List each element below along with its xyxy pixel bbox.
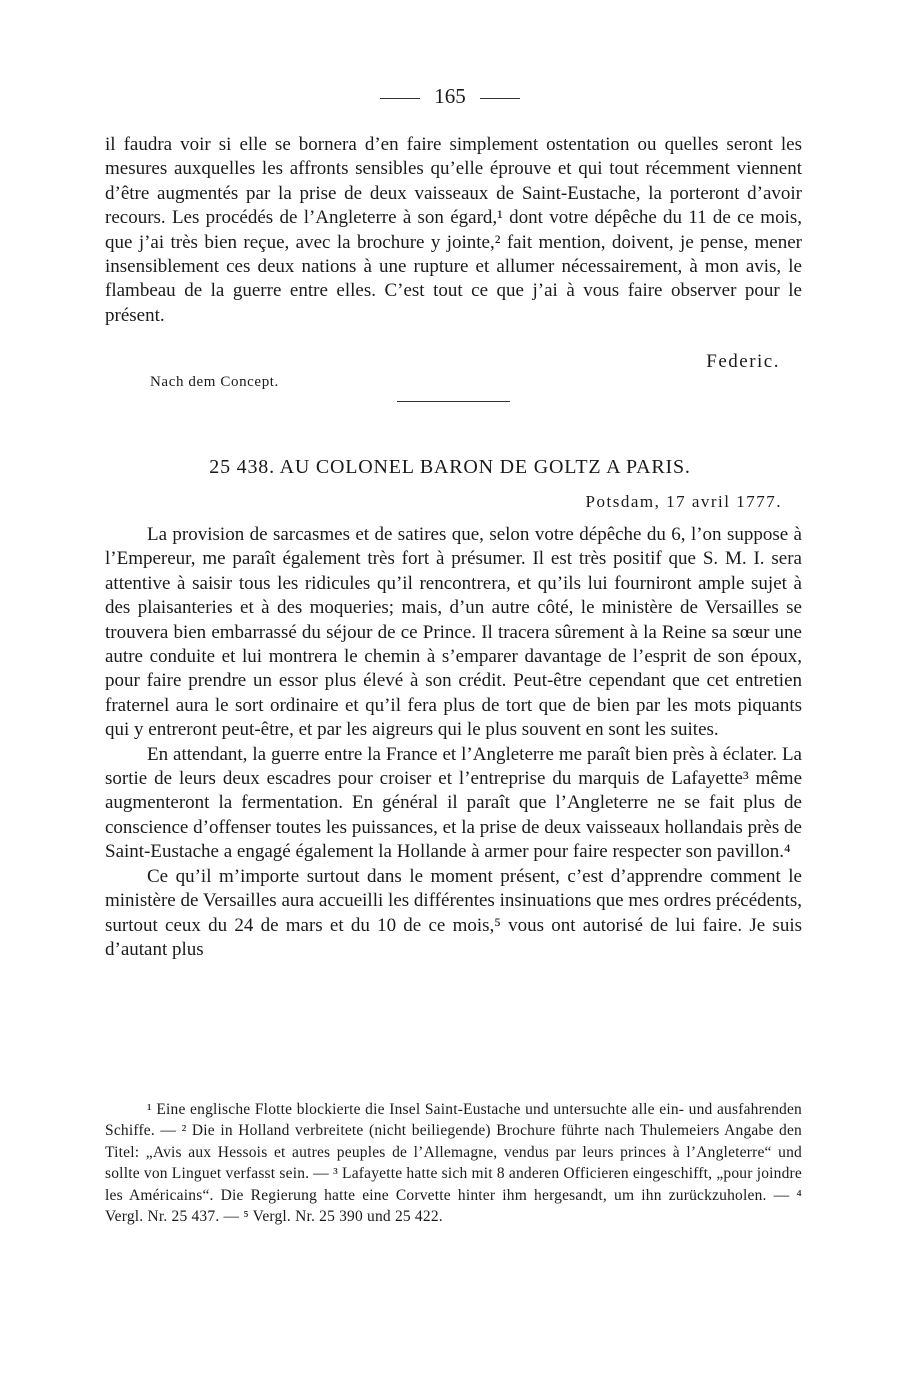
page-header <box>0 84 900 109</box>
continuation-text: il faudra voir si elle se bornera d’en faire simplement ostentation ou quelles seront les mesures auxquelles les affronts sensibles qu’elle éprouve et qui tout récemment viennent d’être augmentés par la prise de deux vaisseaux de Saint-Eustache, la porteront d’avoir recours. Les procédés de l’Angleterre à son égard,¹ dont votre dépêche du 11 de ce mois, que j’ai très bien reçue, avec la brochure y jointe,² fait mention, doivent, je pense, mener insensiblement ces deux nations à une rupture et allumer nécessairement, à mon avis, le flambeau de la guerre entre elles. C’est tout ce que j’ai à vous faire observer pour le présent. <box>105 134 802 326</box>
place-date: Potsdam, 17 avril 1777. <box>585 492 782 511</box>
header-dash-right <box>480 98 520 99</box>
letter-heading: 25 438. AU COLONEL BARON DE GOLTZ A PARIS. <box>209 456 691 478</box>
footnotes <box>105 1099 802 1227</box>
continuation-paragraph <box>105 133 802 328</box>
source-note: Nach dem Concept. <box>150 374 279 390</box>
section-divider <box>397 401 510 402</box>
letter-paragraph-3: Ce qu’il m’importe surtout dans le moment présent, c’est d’apprendre comment le ministère de Versailles aura accueilli les différentes insinuations que mes ordres précédents, surtout ceux du 24 de mars et du 10 de ce mois,⁵ vous ont autorisé de lui faire. Je suis d’autant plus <box>105 865 802 960</box>
letter-body <box>105 523 802 962</box>
page-number: 165 <box>434 84 466 108</box>
header-dash-left <box>380 98 420 99</box>
signature: Federic. <box>706 351 780 372</box>
letter-paragraph-2: En attendant, la guerre entre la France et l’Angleterre me paraît bien près à éclater. La sortie de leurs deux escadres pour croiser et l’entreprise du marquis de Lafayette³ même augmenteront la fermentation. En général il paraît que l’Angleterre ne se fait plus de conscience d’offenser toutes les puissances, et la prise de deux vaisseaux hollandais près de Saint-Eustache a engagé également la Hollande à armer pour faire respecter son pavillon.⁴ <box>105 743 802 863</box>
footnotes-text: ¹ Eine englische Flotte blockierte die Insel Saint-Eustache und untersuchte alle ein- und ausfahrenden Schiffe. — ² Die in Holland verbreitete (nicht beiliegende) Brochure führte nach Thulemeiers Angabe den Titel: „Avis aux Hessois et autres peuples de l’Allemagne, vendus par leurs princes à l’Angleterre“ und sollte von Linguet verfasst sein. — ³ Lafayette hatte sich mit 8 anderen Officieren eingeschifft, „pour joindre les Américains“. Die Regierung hatte eine Corvette hinter ihm hergesandt, um ihn zurückzuholen. — ⁴ Vergl. Nr. 25 437. — ⁵ Vergl. Nr. 25 390 und 25 422. <box>105 1101 802 1226</box>
letter-paragraph-1: La provision de sarcasmes et de satires que, selon votre dépêche du 6, l’on suppose à l’Empereur, me paraît également très fort à présumer. Il est très positif que S. M. I. sera attentive à saisir tous les ridicules qu’il rencontrera, et qu’ils lui fourniront ample sujet à des plaisanteries et à des moqueries; mais, d’un autre côté, le ministère de Versailles se trouvera bien embarrassé du séjour de ce Prince. Il tracera sûrement à la Reine sa sœur une autre conduite et lui montrera le chemin à s’emparer davantage de l’esprit de son époux, pour faire prendre un essor plus élevé à son crédit. Peut-être cependant que cet entretien fraternel aura le sort ordinaire et qu’il fera plus de tort que de bien par les mots piquants qui y entreront peut-être, et par les aigreurs qui le plus souvent en sont les suites. <box>105 524 802 741</box>
